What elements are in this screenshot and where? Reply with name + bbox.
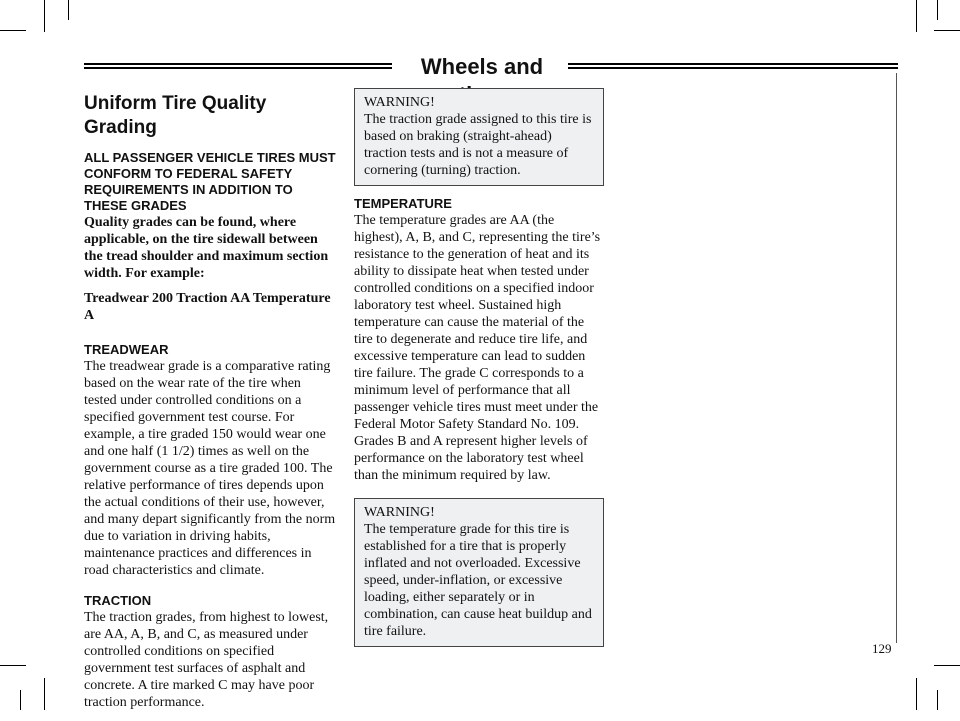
crop-mark bbox=[937, 0, 938, 20]
warning-text: The traction grade assigned to this tire is based on braking (straight-ahead) traction tests and is not a measure of cornering (turning) traction. bbox=[364, 112, 592, 178]
traction-heading: TRACTION bbox=[84, 593, 152, 608]
crop-mark bbox=[0, 665, 26, 666]
warning-title: WARNING! bbox=[364, 95, 435, 110]
intro-text: Quality grades can be found, where applicable, on the tire sidewall between the tread shoulder and maximum section width. For example: bbox=[84, 215, 329, 281]
crop-mark bbox=[68, 0, 69, 20]
example-text: Treadwear 200 Traction AA Temperature A bbox=[84, 291, 331, 323]
crop-mark bbox=[934, 30, 960, 31]
header-rule-left bbox=[84, 63, 392, 69]
treadwear-text: The treadwear grade is a comparative rating based on the wear rate of the tire when tested under controlled conditions on a specified government test course. For example, a tire graded 150 would wear one and one half (1 1/2) times as well on the government course as a tire graded 100. The relative performance of tires depends upon the actual conditions of their use, however, and many depart significantly from the norm due to variation in driving habits, maintenance practices and differences in road characteristics and climate. bbox=[84, 359, 336, 578]
header-rule-right bbox=[568, 63, 898, 69]
section-title: Uniform Tire Quality Grading bbox=[84, 93, 267, 138]
crop-mark bbox=[937, 690, 938, 710]
page-number: 129 bbox=[872, 641, 892, 656]
crop-mark bbox=[934, 665, 960, 666]
temperature-text: The temperature grades are AA (the highest), A, B, and C, representing the tire’s resistance to the generation of heat and its ability to dissipate heat when tested under controlled conditions on a specified indoor laboratory test wheel. Sustained high temperature can cause the material of the tire to degenerate and reduce tire life, and excessive temperature can lead to sudden tire failure. The grade C corresponds to a minimum level of performance that all passenger vehicle tires must meet under the Federal Motor Safety Standard No. 109. Grades B and A represent higher levels of performance on the laboratory test wheel than the minimum required by law. bbox=[354, 213, 601, 483]
crop-mark bbox=[0, 30, 26, 31]
warning-box-traction bbox=[354, 88, 604, 186]
page-edge-rule bbox=[896, 73, 897, 643]
crop-mark bbox=[916, 0, 917, 32]
right-column bbox=[354, 88, 604, 657]
warning-title: WARNING! bbox=[364, 505, 435, 520]
temperature-heading: TEMPERATURE bbox=[354, 196, 452, 211]
warning-box-temperature bbox=[354, 498, 604, 647]
page-header-title: Wheels and bbox=[420, 54, 544, 79]
crop-mark bbox=[20, 690, 21, 710]
traction-text: The traction grades, from highest to lowest, are AA, A, B, and C, as measured under controlled conditions on specified government test surfaces of asphalt and concrete. A tire marked C may have poor traction performance. bbox=[84, 610, 329, 710]
federal-notice-heading: ALL PASSENGER VEHICLE TIRES MUST CONFORM TO FEDERAL SAFETY REQUIREMENTS IN ADDITION TO THESE GRADES bbox=[84, 150, 336, 213]
crop-mark bbox=[916, 678, 917, 710]
crop-mark bbox=[44, 678, 45, 710]
left-column bbox=[84, 88, 336, 721]
crop-mark bbox=[44, 0, 45, 32]
treadwear-heading: TREADWEAR bbox=[84, 342, 169, 357]
warning-text: The temperature grade for this tire is established for a tire that is properly inflated and not overloaded. Excessive speed, under-inflation, or excessive loading, either separately or in combination, can cause heat buildup and tire failure. bbox=[364, 522, 592, 639]
